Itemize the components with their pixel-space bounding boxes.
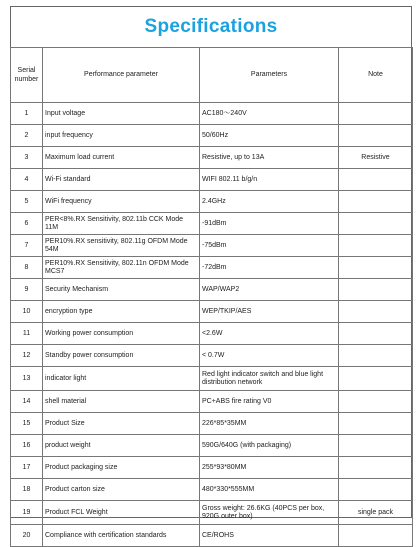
row-note bbox=[339, 279, 413, 301]
row-value: Red light indicator switch and blue light distribution network bbox=[200, 367, 339, 391]
row-value: 2.4GHz bbox=[200, 191, 339, 213]
row-parameter: Product carton size bbox=[43, 479, 200, 501]
row-parameter: Maximum load current bbox=[43, 147, 200, 169]
row-number: 15 bbox=[11, 413, 43, 435]
header-parameter: Performance parameter bbox=[43, 48, 200, 103]
row-parameter: Compliance with certification standards bbox=[43, 525, 200, 547]
header-value: Parameters bbox=[200, 48, 339, 103]
row-number: 5 bbox=[11, 191, 43, 213]
row-number: 13 bbox=[11, 367, 43, 391]
table-row bbox=[11, 301, 413, 323]
row-parameter: indicator light bbox=[43, 367, 200, 391]
row-note bbox=[339, 413, 413, 435]
row-value: WEP/TKIP/AES bbox=[200, 301, 339, 323]
table-row bbox=[11, 367, 413, 391]
row-parameter: product weight bbox=[43, 435, 200, 457]
row-note bbox=[339, 345, 413, 367]
row-number: 10 bbox=[11, 301, 43, 323]
spec-table bbox=[10, 47, 413, 547]
row-value: 226*85*35MM bbox=[200, 413, 339, 435]
row-note bbox=[339, 435, 413, 457]
row-value: WAP/WAP2 bbox=[200, 279, 339, 301]
table-row bbox=[11, 103, 413, 125]
row-parameter: encryption type bbox=[43, 301, 200, 323]
table-row bbox=[11, 525, 413, 547]
row-number: 11 bbox=[11, 323, 43, 345]
row-parameter: Product Size bbox=[43, 413, 200, 435]
row-parameter: shell material bbox=[43, 391, 200, 413]
table-row bbox=[11, 413, 413, 435]
row-note bbox=[339, 125, 413, 147]
row-parameter: input frequency bbox=[43, 125, 200, 147]
row-number: 3 bbox=[11, 147, 43, 169]
row-value: < 0.7W bbox=[200, 345, 339, 367]
spec-sheet bbox=[10, 6, 412, 539]
row-number: 4 bbox=[11, 169, 43, 191]
row-note bbox=[339, 367, 413, 391]
row-parameter: Product FCL Weight bbox=[43, 501, 200, 525]
row-value: 590G/640G (with packaging) bbox=[200, 435, 339, 457]
row-number: 17 bbox=[11, 457, 43, 479]
row-note bbox=[339, 103, 413, 125]
table-row bbox=[11, 435, 413, 457]
table-row bbox=[11, 479, 413, 501]
row-note bbox=[339, 457, 413, 479]
table-row bbox=[11, 501, 413, 525]
table-row bbox=[11, 323, 413, 345]
row-note bbox=[339, 323, 413, 345]
row-note bbox=[339, 169, 413, 191]
row-parameter: Input voltage bbox=[43, 103, 200, 125]
table-row bbox=[11, 125, 413, 147]
table-row bbox=[11, 235, 413, 257]
row-number: 7 bbox=[11, 235, 43, 257]
table-row bbox=[11, 257, 413, 279]
row-note bbox=[339, 235, 413, 257]
row-number: 12 bbox=[11, 345, 43, 367]
row-number: 20 bbox=[11, 525, 43, 547]
row-note bbox=[339, 213, 413, 235]
table-row bbox=[11, 457, 413, 479]
row-parameter: PER10%.RX Sensitivity, 802.11n OFDM Mode MCS7 bbox=[43, 257, 200, 279]
row-note bbox=[339, 301, 413, 323]
row-note bbox=[339, 257, 413, 279]
row-note: single pack bbox=[339, 501, 413, 525]
row-value: Resistive, up to 13A bbox=[200, 147, 339, 169]
row-parameter: PER<8%.RX Sensitivity, 802.11b CCK Mode 11M bbox=[43, 213, 200, 235]
header-row bbox=[11, 48, 413, 103]
row-value: -91dBm bbox=[200, 213, 339, 235]
row-value: PC+ABS fire rating V0 bbox=[200, 391, 339, 413]
row-number: 18 bbox=[11, 479, 43, 501]
row-value: -72dBm bbox=[200, 257, 339, 279]
row-parameter: WiFi frequency bbox=[43, 191, 200, 213]
row-value: WIFI 802.11 b/g/n bbox=[200, 169, 339, 191]
row-parameter: Standby power consumption bbox=[43, 345, 200, 367]
table-row bbox=[11, 147, 413, 169]
row-value: 255*93*80MM bbox=[200, 457, 339, 479]
table-row bbox=[11, 169, 413, 191]
row-parameter: PER10%.RX sensitivity, 802.11g OFDM Mode 54M bbox=[43, 235, 200, 257]
row-value: AC180～240V bbox=[200, 103, 339, 125]
row-value: CE/ROHS bbox=[200, 525, 339, 547]
row-note: Resistive bbox=[339, 147, 413, 169]
row-number: 16 bbox=[11, 435, 43, 457]
table-row bbox=[11, 213, 413, 235]
table-row bbox=[11, 279, 413, 301]
row-number: 14 bbox=[11, 391, 43, 413]
row-note bbox=[339, 391, 413, 413]
row-value: <2.6W bbox=[200, 323, 339, 345]
row-number: 19 bbox=[11, 501, 43, 525]
header-note: Note bbox=[339, 48, 413, 103]
row-value: Gross weight: 26.6KG (40PCS per box, 920G outer box) bbox=[200, 501, 339, 525]
table-row bbox=[11, 191, 413, 213]
row-number: 6 bbox=[11, 213, 43, 235]
row-parameter: Wi-Fi standard bbox=[43, 169, 200, 191]
row-number: 8 bbox=[11, 257, 43, 279]
row-value: 480*330*555MM bbox=[200, 479, 339, 501]
row-parameter: Product packaging size bbox=[43, 457, 200, 479]
row-note bbox=[339, 525, 413, 547]
table-row bbox=[11, 391, 413, 413]
row-number: 9 bbox=[11, 279, 43, 301]
row-parameter: Working power consumption bbox=[43, 323, 200, 345]
row-value: -75dBm bbox=[200, 235, 339, 257]
row-note bbox=[339, 479, 413, 501]
header-serial: Serial number bbox=[11, 48, 43, 103]
row-number: 2 bbox=[11, 125, 43, 147]
row-parameter: Security Mechanism bbox=[43, 279, 200, 301]
row-value: 50/60Hz bbox=[200, 125, 339, 147]
page-title: Specifications bbox=[144, 16, 278, 37]
row-note bbox=[339, 191, 413, 213]
table-row bbox=[11, 345, 413, 367]
row-number: 1 bbox=[11, 103, 43, 125]
